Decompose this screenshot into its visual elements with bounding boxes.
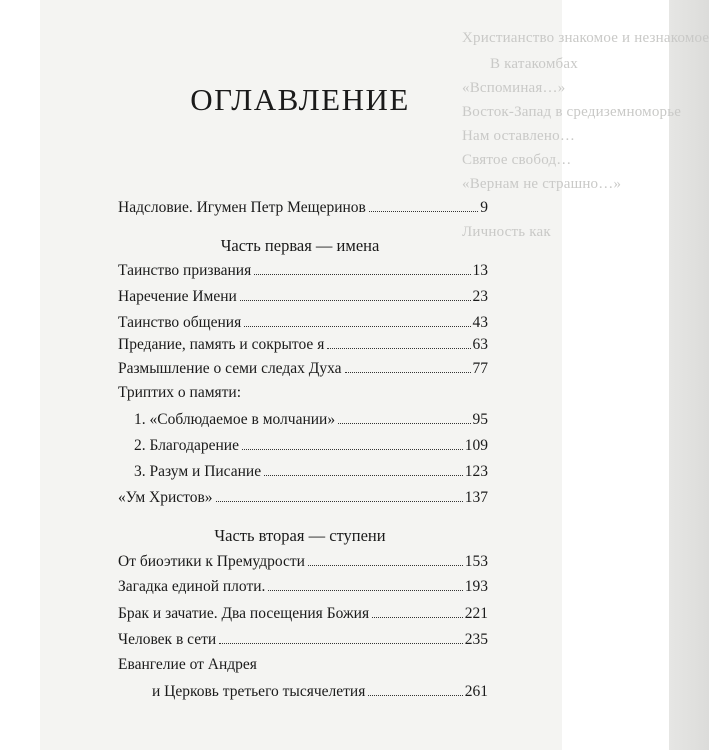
toc-entry[interactable] — [118, 680, 488, 702]
toc-entry[interactable] — [118, 434, 488, 456]
leader-dots — [264, 460, 463, 476]
toc-entry-preface[interactable] — [118, 196, 488, 218]
toc-entry-label: От биоэтики к Премудрости — [118, 553, 305, 570]
toc-entry-label: Предание, память и сокрытое я — [118, 336, 325, 353]
leader-dots — [219, 628, 463, 644]
toc-entry-label: Загадка единой плоти. — [118, 578, 266, 595]
toc-entry-label: Наречение Имени — [118, 288, 237, 305]
toc-entry-label: «Ум Христов» — [118, 489, 213, 506]
toc-entry-label: Человек в сети — [118, 631, 217, 648]
toc-entry-page: 235 — [464, 631, 488, 648]
toc-entry[interactable] — [118, 311, 488, 333]
leader-dots — [345, 357, 471, 373]
bleed-text: Нам оставлено… — [462, 128, 576, 144]
leader-dots — [338, 408, 470, 424]
toc-entry-page: 221 — [464, 605, 488, 622]
toc-entry-page: 123 — [464, 463, 488, 480]
leader-dots — [254, 259, 470, 275]
leader-dots — [368, 680, 462, 696]
toc-entry-label: Таинство призвания — [118, 262, 252, 279]
toc-entry-label-line1[interactable]: Евангелие от Андрея — [118, 656, 257, 673]
toc-entry[interactable] — [118, 486, 488, 508]
toc-entry[interactable] — [118, 408, 488, 430]
toc-entry[interactable] — [118, 460, 488, 482]
leader-dots — [242, 434, 463, 450]
part-heading: Часть первая — имена — [220, 236, 380, 255]
toc-entry-page: 95 — [472, 411, 488, 428]
leader-dots — [216, 486, 463, 502]
toc-entry-page: 137 — [464, 489, 488, 506]
toc-entry[interactable] — [118, 575, 488, 597]
bleed-text: Христианство знакомое и незнакомое — [462, 30, 709, 46]
toc-entry[interactable] — [118, 357, 488, 379]
toc-entry-page: 77 — [472, 360, 488, 377]
toc-entry-page: 23 — [472, 288, 488, 305]
leader-dots — [372, 602, 463, 618]
leader-dots — [268, 575, 462, 591]
leader-dots — [240, 285, 471, 301]
leader-dots — [327, 333, 470, 349]
toc-entry[interactable] — [118, 628, 488, 650]
toc-entry-page: 153 — [464, 553, 488, 570]
triptych-heading: Триптих о памяти: — [118, 384, 242, 401]
toc-entry-label: Таинство общения — [118, 314, 242, 331]
bleed-text: «Вспоминая…» — [462, 80, 566, 96]
toc-entry[interactable] — [118, 285, 488, 307]
page-title: ОГЛАВЛЕНИЕ — [190, 82, 410, 117]
bleed-text: «Вернам не страшно…» — [462, 176, 622, 192]
leader-dots — [369, 196, 478, 212]
toc-entry-page: 109 — [464, 437, 488, 454]
toc-entry[interactable] — [118, 602, 488, 624]
bleed-text: Восток-Запад в средиземноморье — [462, 104, 682, 120]
toc-entry-page: 43 — [472, 314, 488, 331]
leader-dots — [244, 311, 470, 327]
toc-entry-label: 2. Благодарение — [134, 437, 239, 454]
toc-entry-page: 13 — [472, 262, 488, 279]
toc-entry-label: Надсловие. Игумен Петр Мещеринов — [118, 199, 366, 216]
bleed-text: В катакомбах — [490, 56, 578, 72]
toc-entry-label: Брак и зачатие. Два посещения Божия — [118, 605, 370, 622]
toc-entry[interactable] — [118, 550, 488, 572]
bleed-text: Святое свобод… — [462, 152, 572, 168]
toc-entry-page: 9 — [480, 199, 488, 216]
toc-entry-label: и Церковь третьего тысячелетия — [152, 683, 366, 700]
toc-entry-page: 261 — [464, 683, 488, 700]
leader-dots — [308, 550, 463, 566]
toc-entry-label: 1. «Соблюдаемое в молчании» — [134, 411, 336, 428]
toc-entry[interactable] — [118, 333, 488, 355]
toc-entry-page: 63 — [472, 336, 488, 353]
toc-entry-label: 3. Разум и Писание — [134, 463, 262, 480]
bleed-text: Личность как — [462, 224, 551, 240]
part-heading: Часть вторая — ступени — [214, 526, 386, 545]
toc-entry[interactable] — [118, 259, 488, 281]
toc-entry-page: 193 — [464, 578, 488, 595]
toc-entry-label: Размышление о семи следах Духа — [118, 360, 342, 377]
